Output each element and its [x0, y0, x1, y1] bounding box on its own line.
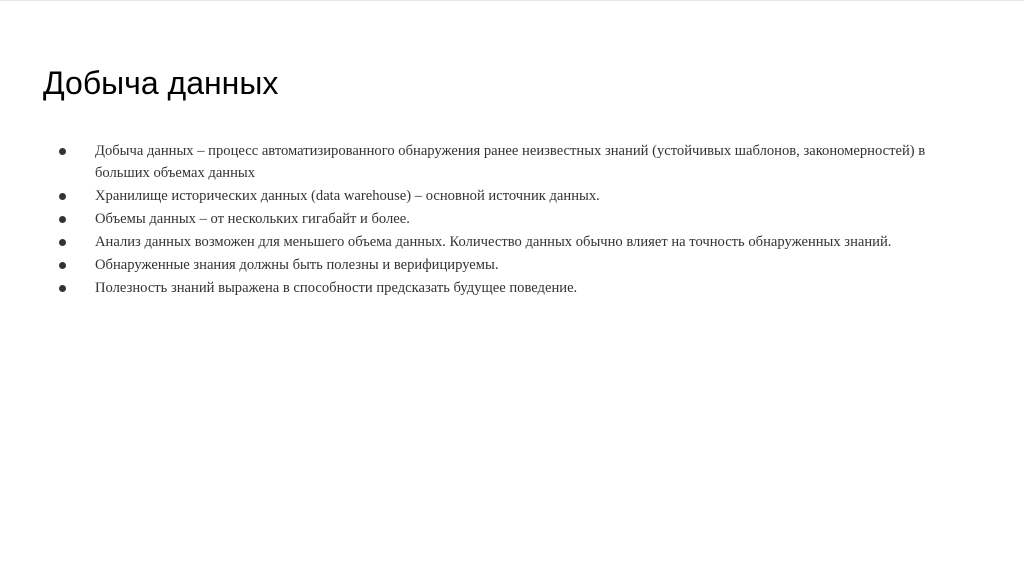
bullet-text: Полезность знаний выражена в способности предсказать будущее поведение. [95, 280, 578, 296]
bullet-item [59, 277, 949, 299]
bullet-text: Объемы данных – от нескольких гигабайт и более. [95, 211, 410, 227]
bullet-list [59, 140, 949, 300]
bullet-icon [59, 239, 66, 246]
bullet-item [59, 185, 949, 207]
bullet-text: Хранилище исторических данных (data warehouse) – основной источник данных. [95, 188, 600, 204]
bullet-icon [59, 216, 66, 223]
bullet-text: Обнаруженные знания должны быть полезны и верифицируемы. [95, 257, 499, 273]
bullet-item [59, 254, 949, 276]
bullet-icon [59, 148, 66, 155]
bullet-icon [59, 262, 66, 269]
bullet-icon [59, 285, 66, 292]
bullet-item [59, 208, 949, 230]
bullet-icon [59, 193, 66, 200]
bullet-text: Добыча данных – процесс автоматизированного обнаружения ранее неизвестных знаний (устойчивых шаблонов, закономерностей) в больших объемах данных [95, 143, 926, 181]
slide-title: Добыча данных [43, 65, 279, 101]
bullet-item [59, 231, 949, 253]
bullet-item [59, 140, 949, 184]
bullet-text: Анализ данных возможен для меньшего объема данных. Количество данных обычно влияет на точность обнаруженных знаний. [95, 234, 892, 250]
